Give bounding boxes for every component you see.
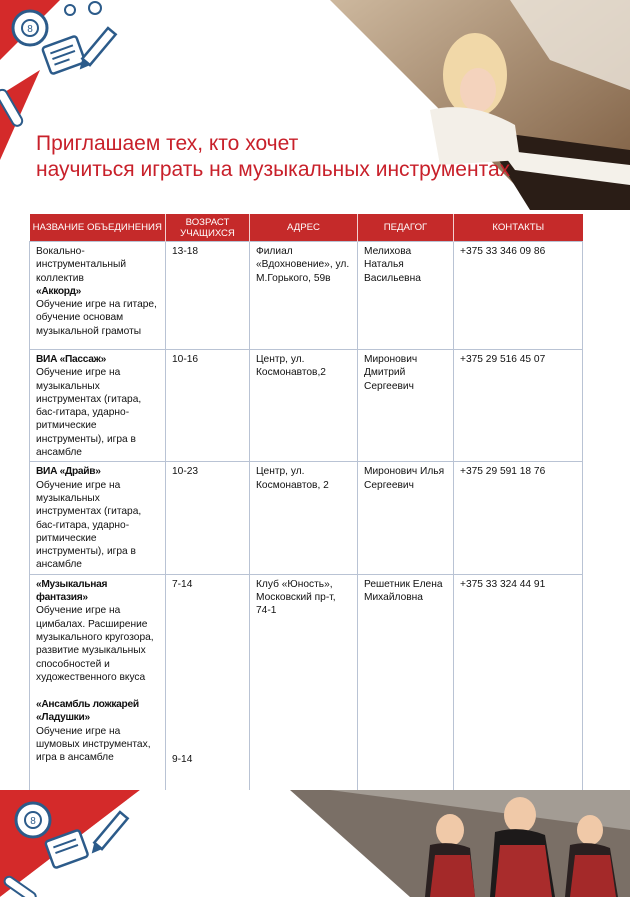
header-age: ВОЗРАСТ УЧАЩИХСЯ <box>166 214 250 242</box>
contacts-cell: +375 33 346 09 86 <box>454 242 583 350</box>
club-description-secondary: Обучение игре на шумовых инструментах, игра в ансамбле <box>36 725 151 764</box>
address-cell: Центр, ул. Космонавтов,2 <box>250 350 358 462</box>
club-name-cell <box>30 462 166 574</box>
club-name: «Музыкальная фантазия» <box>36 578 108 604</box>
address-cell: Центр, ул. Космонавтов, 2 <box>250 462 358 574</box>
age-cell: 13-18 <box>166 242 250 350</box>
club-name-cell <box>30 574 166 800</box>
table-row <box>30 462 583 574</box>
age-value: 7-14 <box>172 578 193 590</box>
contacts-cell: +375 29 516 45 07 <box>454 350 583 462</box>
clubs-table <box>29 214 583 801</box>
age-cell: 10-16 <box>166 350 250 462</box>
table-row <box>30 242 583 350</box>
address-cell: Филиал «Вдохновение», ул. М.Горького, 59в <box>250 242 358 350</box>
table-row <box>30 350 583 462</box>
club-description: Обучение игре на музыкальных инструментах (гитара, бас-гитара, ударно-ритмические инструменты), игра в ансамбле <box>36 367 142 459</box>
club-name-secondary: «Ансамбль ложкарей «Ладушки» <box>36 699 139 724</box>
teacher-cell: Миронович Дмитрий Сергеевич <box>358 350 454 462</box>
club-name: «Аккорд» <box>36 285 82 297</box>
header-name: НАЗВАНИЕ ОБЪЕДИНЕНИЯ <box>30 214 166 242</box>
age-cell <box>166 574 250 800</box>
dancing-girls-photo <box>290 790 630 897</box>
header-teacher: ПЕДАГОГ <box>358 214 454 242</box>
svg-text:8: 8 <box>30 816 36 827</box>
contacts-cell: +375 29 591 18 76 <box>454 462 583 574</box>
club-name: ВИА «Драйв» <box>36 466 101 478</box>
age-value-secondary: 9-14 <box>172 754 193 766</box>
club-type: Вокально-инструментальный коллектив <box>36 246 127 284</box>
address-cell: Клуб «Юность», Московский пр-т, 74-1 <box>250 574 358 800</box>
billiard-ball-icon <box>13 11 47 45</box>
table-header-row <box>30 214 583 242</box>
teacher-cell: Миронович Илья Сергеевич <box>358 462 454 574</box>
club-description: Обучение игре на гитаре, обучение основам музыкальной грамоты <box>36 299 157 337</box>
club-description: Обучение игре на цимбалах. Расширение музыкального кругозора, развитие музыкальных способностей и художественного вкуса <box>36 605 154 683</box>
bottom-left-decoration <box>0 790 330 897</box>
heading-line-2: научиться играть на музыкальных инструментах <box>36 158 511 181</box>
club-description: Обучение игре на музыкальных инструментах (гитара, бас-гитара, ударно-ритмические инструменты), игра в ансамбле <box>36 479 142 571</box>
svg-text:8: 8 <box>27 24 33 35</box>
club-name-cell <box>30 350 166 462</box>
club-name-cell <box>30 242 166 350</box>
page-heading <box>36 131 596 183</box>
table-row <box>30 574 583 800</box>
billiard-ball-icon <box>16 803 50 837</box>
age-cell: 10-23 <box>166 462 250 574</box>
heading-line-1: Приглашаем тех, кто хочет <box>36 132 299 155</box>
club-name: ВИА «Пассаж» <box>36 354 106 365</box>
teacher-cell: Мелихова Наталья Васильевна <box>358 242 454 350</box>
contacts-cell: +375 33 324 44 91 <box>454 574 583 800</box>
teacher-cell: Решетник Елена Михайловна <box>358 574 454 800</box>
header-address: АДРЕС <box>250 214 358 242</box>
header-contacts: КОНТАКТЫ <box>454 214 583 242</box>
